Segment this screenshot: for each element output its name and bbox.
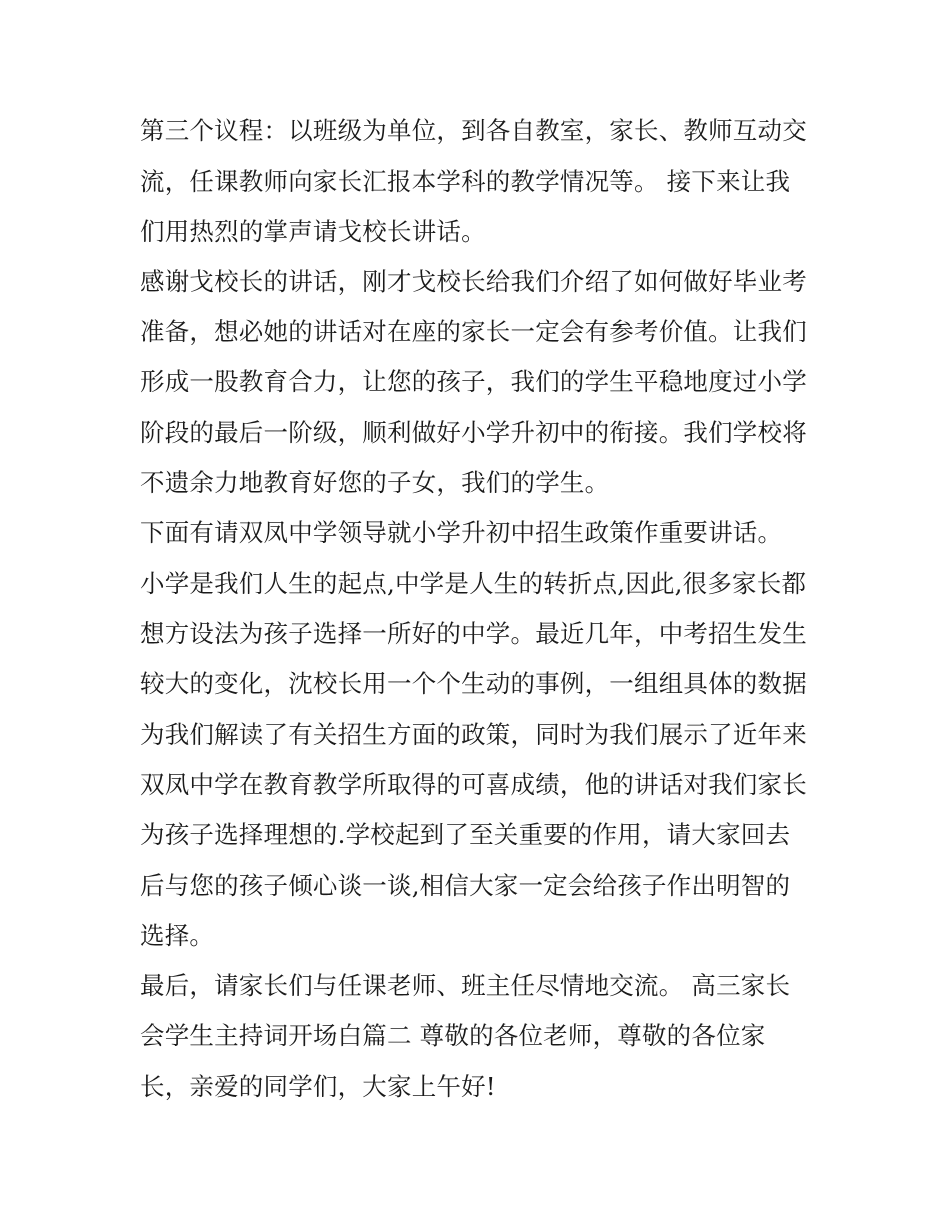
- text-line: 会学生主持词开场白篇二 尊敬的各位老师，尊敬的各位家: [140, 1021, 766, 1050]
- text-line: 下面有请双凤中学领导就小学升初中招生政策作重要讲话。: [140, 518, 783, 547]
- text-line: 想方设法为孩子选择一所好的中学。最近几年，中考招生发生: [140, 619, 807, 648]
- text-line: 形成一股教育合力，让您的孩子，我们的学生平稳地度过小学: [140, 367, 807, 396]
- text-line: 后与您的孩子倾心谈一谈,相信大家一定会给孩子作出明智的: [140, 871, 791, 900]
- text-line: 为我们解读了有关招生方面的政策，同时为我们展示了近年来: [140, 720, 807, 749]
- text-line: 选择。: [140, 921, 215, 950]
- text-line: 最后，请家长们与任课老师、班主任尽情地交流。 高三家长: [140, 971, 791, 1000]
- text-line: 阶段的最后一阶级，顺利做好小学升初中的衔接。我们学校将: [140, 418, 807, 447]
- text-line: 长，亲爱的同学们，大家上午好!: [140, 1072, 496, 1101]
- text-line: 第三个议程：以班级为单位，到各自教室，家长、教师互动交: [140, 116, 807, 145]
- text-line: 流，任课教师向家长汇报本学科的教学情况等。 接下来让我: [140, 167, 791, 196]
- text-line: 不遗余力地教育好您的子女，我们的学生。: [140, 468, 610, 497]
- text-line: 为孩子选择理想的.学校起到了至关重要的作用，请大家回去: [140, 820, 791, 849]
- text-line: 感谢戈校长的讲话，刚才戈校长给我们介绍了如何做好毕业考: [140, 267, 807, 296]
- text-line: 较大的变化，沈校长用一个个生动的事例，一组组具体的数据: [140, 669, 807, 698]
- text-line: 小学是我们人生的起点,中学是人生的转折点,因此,很多家长都: [140, 569, 807, 598]
- text-line: 准备，想必她的讲话对在座的家长一定会有参考价值。让我们: [140, 317, 807, 346]
- text-line: 们用热烈的掌声请戈校长讲话。: [140, 217, 486, 246]
- text-line: 双凤中学在教育教学所取得的可喜成绩，他的讲话对我们家长: [140, 770, 807, 799]
